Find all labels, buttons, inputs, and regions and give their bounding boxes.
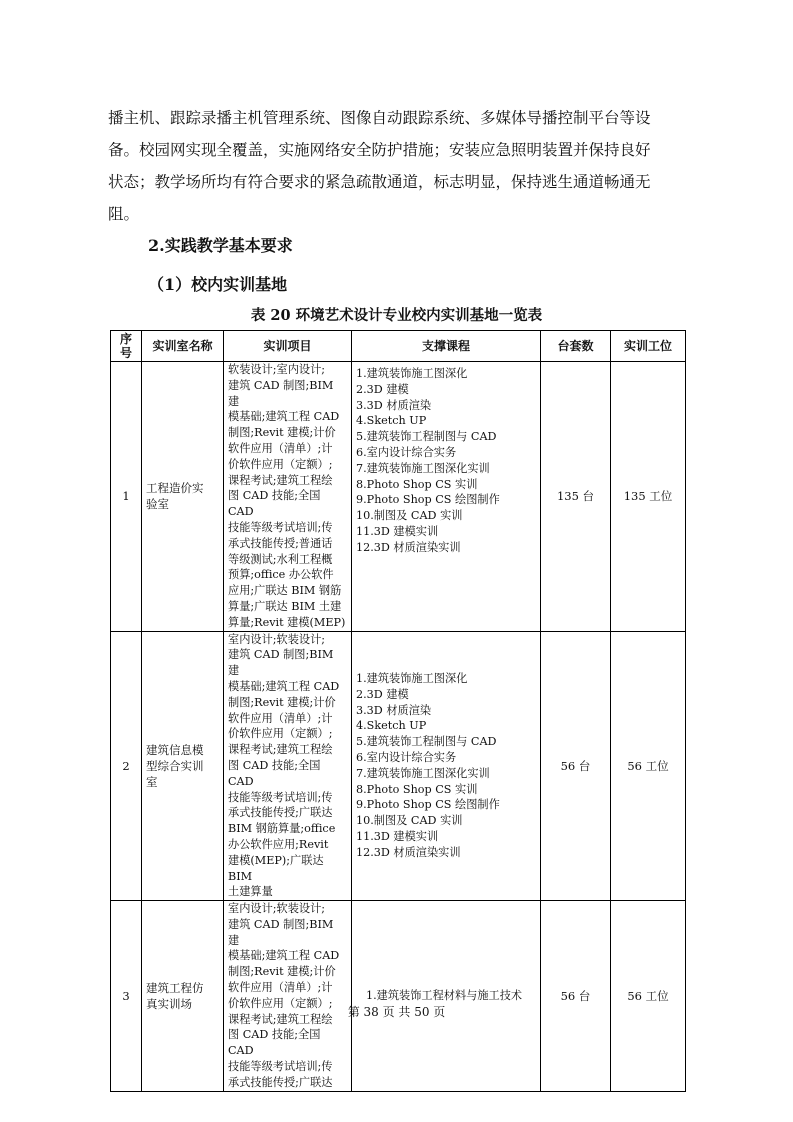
table-row bbox=[111, 901, 686, 1092]
cell-room-name bbox=[142, 362, 224, 632]
header-seq-line: 号 bbox=[119, 346, 132, 360]
room-name-line: 真实训场 bbox=[146, 996, 192, 1011]
project-line: 模基础;建筑工程 CAD bbox=[228, 410, 340, 424]
project-line: 技能等级考试培训;传 bbox=[228, 790, 333, 804]
project-line: 算量;Revit 建模(MEP) bbox=[228, 615, 346, 629]
course-item: 6.室内设计综合实务 bbox=[356, 445, 457, 459]
table-header-row bbox=[111, 331, 686, 362]
cell-stations: 56 工位 bbox=[611, 631, 686, 901]
subsection-heading: （1）校内实训基地 bbox=[148, 275, 288, 294]
table-row bbox=[111, 362, 686, 632]
cell-courses bbox=[352, 362, 541, 632]
cell-project bbox=[224, 631, 352, 901]
header-units: 台套数 bbox=[541, 331, 611, 362]
room-name-line: 工程造价实 bbox=[146, 481, 204, 496]
project-line: 承式技能传授;广联达 bbox=[228, 1075, 333, 1089]
course-item: 3.3D 材质渲染 bbox=[356, 703, 432, 717]
cell-units: 135 台 bbox=[541, 362, 611, 632]
project-line: 室内设计;软装设计; bbox=[228, 632, 326, 646]
course-item: 11.3D 建模实训 bbox=[356, 524, 439, 538]
cell-courses bbox=[352, 631, 541, 901]
cell-stations: 135 工位 bbox=[611, 362, 686, 632]
project-line: 制图;Revit 建模;计价 bbox=[228, 426, 336, 440]
project-line: 应用;广联达 BIM 钢筋 bbox=[228, 584, 342, 598]
project-line: 建筑 CAD 制图;BIM 建 bbox=[228, 378, 334, 408]
room-name-line: 建筑信息模 bbox=[146, 742, 204, 757]
cell-seq: 2 bbox=[111, 631, 142, 901]
project-line: 预算;office 办公软件 bbox=[228, 568, 334, 582]
course-item: 5.建筑装饰工程制图与 CAD bbox=[356, 430, 497, 444]
project-line: 模基础;建筑工程 CAD bbox=[228, 949, 340, 963]
project-line: 承式技能传授;广联达 bbox=[228, 806, 333, 820]
project-line: 建筑 CAD 制图;BIM 建 bbox=[228, 648, 334, 678]
project-line: 制图;Revit 建模;计价 bbox=[228, 965, 336, 979]
project-line: 算量;广联达 BIM 土建 bbox=[228, 599, 342, 613]
project-line: 图 CAD 技能;全国 CAD bbox=[228, 489, 321, 519]
cell-room-name bbox=[142, 631, 224, 901]
cell-units: 56 台 bbox=[541, 901, 611, 1092]
course-item: 1.建筑装饰施工图深化 bbox=[356, 367, 468, 380]
intro-line: 状态；教学场所均有符合要求的紧急疏散通道，标志明显，保持逃生通道畅通无 bbox=[108, 173, 651, 191]
course-item: 6.室内设计综合实务 bbox=[356, 751, 457, 765]
cell-room-name bbox=[142, 901, 224, 1092]
project-line: 软装设计;室内设计; bbox=[228, 363, 326, 376]
intro-line: 播主机、跟踪录播主机管理系统、图像自动跟踪系统、多媒体导播控制平台等设 bbox=[108, 109, 651, 127]
course-item: 9.Photo Shop CS 绘图制作 bbox=[356, 493, 500, 507]
course-item: 4.Sketch UP bbox=[356, 719, 427, 733]
intro-paragraph bbox=[108, 102, 690, 230]
project-line: 等级测试;水利工程概 bbox=[228, 552, 333, 566]
project-line: 课程考试;建筑工程绘 bbox=[228, 473, 333, 487]
project-line: 软件应用（清单）;计 bbox=[228, 981, 333, 995]
header-project: 实训项目 bbox=[224, 331, 352, 362]
project-line: 技能等级考试培训;传 bbox=[228, 1060, 333, 1074]
project-line: 图 CAD 技能;全国 CAD bbox=[228, 758, 321, 788]
project-line: 价软件应用（定额）; bbox=[228, 457, 333, 471]
cell-project bbox=[224, 901, 352, 1092]
course-item: 1.建筑装饰工程材料与施工技术 bbox=[366, 988, 523, 1002]
table-row bbox=[111, 631, 686, 901]
course-item: 12.3D 材质渲染实训 bbox=[356, 540, 461, 554]
course-item: 10.制图及 CAD 实训 bbox=[356, 509, 463, 523]
header-course: 支撑课程 bbox=[352, 331, 541, 362]
room-name-line: 建筑工程仿 bbox=[146, 980, 204, 995]
intro-line: 阻。 bbox=[108, 205, 140, 223]
project-line: 建筑 CAD 制图;BIM 建 bbox=[228, 917, 334, 947]
header-stations: 实训工位 bbox=[611, 331, 686, 362]
course-item: 4.Sketch UP bbox=[356, 414, 427, 428]
cell-seq: 1 bbox=[111, 362, 142, 632]
course-item: 10.制图及 CAD 实训 bbox=[356, 814, 463, 828]
project-line: 模基础;建筑工程 CAD bbox=[228, 679, 340, 693]
project-line: 室内设计;软装设计; bbox=[228, 902, 326, 916]
room-name-line: 型综合实训 bbox=[146, 758, 204, 773]
table-caption: 表 20 环境艺术设计专业校内实训基地一览表 bbox=[250, 307, 543, 324]
header-seq-line: 序 bbox=[119, 332, 132, 346]
project-line: BIM 钢筋算量;office bbox=[228, 822, 336, 836]
project-line: 办公软件应用;Revit bbox=[228, 837, 329, 851]
project-line: 价软件应用（定额）; bbox=[228, 727, 333, 741]
project-line: 土建算量 bbox=[228, 885, 273, 899]
page-footer: 第 38 页 共 50 页 bbox=[347, 1005, 446, 1019]
course-item: 3.3D 材质渲染 bbox=[356, 398, 432, 412]
project-line: 承式技能传授;普通话 bbox=[228, 536, 333, 550]
project-line: 技能等级考试培训;传 bbox=[228, 520, 333, 534]
course-item: 8.Photo Shop CS 实训 bbox=[356, 477, 478, 491]
course-item: 7.建筑装饰施工图深化实训 bbox=[356, 766, 490, 780]
course-item: 1.建筑装饰施工图深化 bbox=[356, 672, 468, 686]
project-line: 制图;Revit 建模;计价 bbox=[228, 695, 336, 709]
section-heading: 2.实践教学基本要求 bbox=[148, 236, 293, 255]
project-line: 图 CAD 技能;全国 CAD bbox=[228, 1028, 321, 1058]
cell-seq: 3 bbox=[111, 901, 142, 1092]
header-room-name: 实训室名称 bbox=[142, 331, 224, 362]
course-item: 7.建筑装饰施工图深化实训 bbox=[356, 461, 490, 475]
header-seq bbox=[111, 331, 142, 362]
cell-stations: 56 工位 bbox=[611, 901, 686, 1092]
project-line: 课程考试;建筑工程绘 bbox=[228, 743, 333, 757]
cell-units: 56 台 bbox=[541, 631, 611, 901]
project-line: 建模(MEP);广联达 BIM bbox=[228, 853, 324, 883]
project-line: 价软件应用（定额）; bbox=[228, 996, 333, 1010]
course-item: 2.3D 建模 bbox=[356, 687, 409, 701]
course-item: 5.建筑装饰工程制图与 CAD bbox=[356, 735, 497, 749]
room-name-line: 室 bbox=[146, 774, 158, 789]
cell-courses bbox=[352, 901, 541, 1092]
project-line: 软件应用（清单）;计 bbox=[228, 711, 333, 725]
project-line: 课程考试;建筑工程绘 bbox=[228, 1012, 333, 1026]
project-line: 软件应用（清单）;计 bbox=[228, 441, 333, 455]
course-item: 8.Photo Shop CS 实训 bbox=[356, 782, 478, 796]
training-base-table bbox=[110, 330, 686, 1092]
course-item: 9.Photo Shop CS 绘图制作 bbox=[356, 798, 500, 812]
course-item: 2.3D 建模 bbox=[356, 382, 409, 396]
course-item: 11.3D 建模实训 bbox=[356, 830, 439, 843]
room-name-line: 验室 bbox=[146, 497, 169, 512]
course-item: 12.3D 材质渲染实训 bbox=[356, 845, 461, 859]
cell-project bbox=[224, 362, 352, 632]
intro-line: 备。校园网实现全覆盖，实施网络安全防护措施；安装应急照明装置并保持良好 bbox=[108, 141, 651, 159]
